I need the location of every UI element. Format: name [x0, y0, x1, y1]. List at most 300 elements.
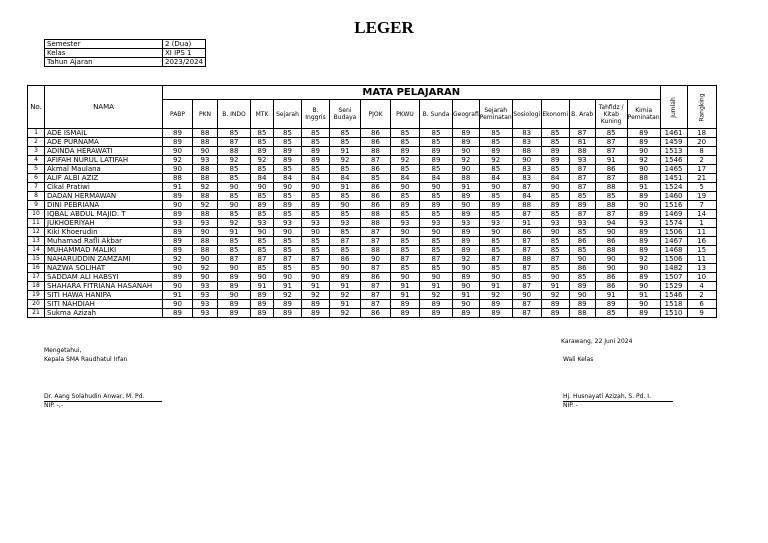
rank-cell: 4 [687, 282, 716, 291]
score-cell: 90 [251, 183, 274, 192]
score-cell: 87 [420, 255, 453, 264]
score-cell: 89 [420, 147, 453, 156]
total-cell: 1482 [660, 264, 687, 273]
score-cell: 89 [330, 273, 361, 282]
score-cell: 85 [274, 138, 302, 147]
score-cell: 87 [361, 228, 391, 237]
score-cell: 85 [420, 165, 453, 174]
subject-header: Sejarah [274, 100, 302, 129]
score-cell: 86 [361, 138, 391, 147]
score-cell: 93 [627, 219, 660, 228]
score-cell: 85 [595, 309, 627, 318]
score-cell: 90 [453, 201, 480, 210]
score-cell: 91 [218, 228, 251, 237]
total-cell: 1513 [660, 147, 687, 156]
score-cell: 90 [302, 228, 330, 237]
subject-header: Kimia Peminatan [627, 100, 660, 129]
student-name: Kiki Khoerudin [45, 228, 163, 237]
score-cell: 90 [453, 264, 480, 273]
total-cell: 1510 [660, 309, 687, 318]
row-number: 10 [28, 210, 45, 219]
score-cell: 87 [569, 174, 595, 183]
score-cell: 85 [541, 129, 569, 138]
score-cell: 85 [420, 138, 453, 147]
score-cell: 83 [512, 165, 541, 174]
score-cell: 93 [274, 219, 302, 228]
student-name: Akmal Maulana [45, 165, 163, 174]
total-cell: 1461 [660, 129, 687, 138]
subject-header: B. Arab [569, 100, 595, 129]
table-row [28, 192, 717, 201]
score-cell: 88 [512, 147, 541, 156]
table-row [28, 255, 717, 264]
score-cell: 90 [193, 147, 218, 156]
score-cell: 89 [251, 309, 274, 318]
subject-header: PJOK [361, 100, 391, 129]
score-cell: 89 [453, 192, 480, 201]
score-cell: 91 [251, 282, 274, 291]
score-cell: 90 [163, 147, 193, 156]
score-cell: 88 [361, 210, 391, 219]
subject-header: Tahfidz / Kitab Kuning [595, 100, 627, 129]
score-cell: 90 [251, 228, 274, 237]
score-cell: 89 [163, 246, 193, 255]
score-cell: 91 [512, 219, 541, 228]
score-cell: 86 [569, 237, 595, 246]
score-cell: 93 [302, 219, 330, 228]
score-cell: 89 [274, 309, 302, 318]
score-cell: 93 [163, 219, 193, 228]
score-cell: 85 [391, 246, 420, 255]
total-cell: 1467 [660, 237, 687, 246]
score-cell: 86 [595, 165, 627, 174]
row-number: 5 [28, 165, 45, 174]
score-cell: 89 [627, 210, 660, 219]
score-cell: 90 [453, 300, 480, 309]
student-name: SITI NAHDIAH [45, 300, 163, 309]
total-cell: 1469 [660, 210, 687, 219]
score-cell: 87 [569, 165, 595, 174]
row-number: 8 [28, 192, 45, 201]
total-cell: 1465 [660, 165, 687, 174]
score-cell: 92 [251, 156, 274, 165]
score-cell: 85 [391, 165, 420, 174]
score-cell: 91 [627, 291, 660, 300]
student-name: NAZWA SOLIHAT [45, 264, 163, 273]
score-cell: 90 [627, 201, 660, 210]
subject-header: B. INDO [218, 100, 251, 129]
score-cell: 92 [330, 156, 361, 165]
score-cell: 85 [479, 165, 512, 174]
score-cell: 86 [361, 129, 391, 138]
leger-table [27, 85, 717, 318]
rank-cell: 11 [687, 228, 716, 237]
score-cell: 89 [627, 309, 660, 318]
score-cell: 85 [251, 129, 274, 138]
score-cell: 87 [512, 210, 541, 219]
score-cell: 85 [302, 192, 330, 201]
score-cell: 90 [512, 156, 541, 165]
score-cell: 85 [420, 237, 453, 246]
rank-cell: 2 [687, 291, 716, 300]
score-cell: 83 [512, 138, 541, 147]
score-cell: 89 [163, 228, 193, 237]
score-cell: 85 [330, 210, 361, 219]
score-cell: 87 [595, 138, 627, 147]
score-cell: 85 [420, 246, 453, 255]
score-cell: 88 [453, 174, 480, 183]
score-cell: 89 [453, 210, 480, 219]
score-cell: 88 [218, 147, 251, 156]
score-cell: 90 [479, 183, 512, 192]
score-cell: 85 [302, 165, 330, 174]
table-row [28, 237, 717, 246]
score-cell: 89 [274, 156, 302, 165]
score-cell: 85 [302, 210, 330, 219]
info-row [45, 49, 206, 58]
score-cell: 85 [541, 237, 569, 246]
rank-cell: 2 [687, 156, 716, 165]
score-cell: 89 [453, 228, 480, 237]
score-cell: 85 [479, 138, 512, 147]
subject-header: Ekonomi [541, 100, 569, 129]
score-cell: 88 [193, 165, 218, 174]
score-cell: 85 [569, 246, 595, 255]
student-name: SHAHARA FITRIANA HASANAH [45, 282, 163, 291]
score-cell: 93 [330, 219, 361, 228]
score-cell: 85 [274, 192, 302, 201]
rank-cell: 9 [687, 309, 716, 318]
subject-header: Seni Budaya [330, 100, 361, 129]
score-cell: 89 [274, 147, 302, 156]
total-cell: 1506 [660, 255, 687, 264]
rank-cell: 8 [687, 147, 716, 156]
score-cell: 91 [453, 183, 480, 192]
score-cell: 85 [479, 210, 512, 219]
table-row [28, 219, 717, 228]
score-cell: 89 [391, 201, 420, 210]
row-number: 1 [28, 129, 45, 138]
info-label: Kelas [45, 49, 163, 58]
score-cell: 89 [541, 300, 569, 309]
score-cell: 86 [361, 183, 391, 192]
score-cell: 89 [541, 147, 569, 156]
score-cell: 89 [218, 300, 251, 309]
score-cell: 92 [302, 291, 330, 300]
score-cell: 92 [453, 255, 480, 264]
score-cell: 87 [512, 183, 541, 192]
score-cell: 85 [391, 237, 420, 246]
score-cell: 85 [330, 228, 361, 237]
table-row [28, 174, 717, 183]
rank-cell: 19 [687, 192, 716, 201]
row-number: 13 [28, 237, 45, 246]
total-cell: 1516 [660, 201, 687, 210]
score-cell: 90 [391, 183, 420, 192]
table-row [28, 273, 717, 282]
score-cell: 92 [330, 309, 361, 318]
score-cell: 83 [512, 174, 541, 183]
score-cell: 89 [569, 300, 595, 309]
homeroom-signature-line [563, 401, 673, 402]
score-cell: 92 [627, 156, 660, 165]
score-cell: 92 [218, 156, 251, 165]
score-cell: 92 [627, 255, 660, 264]
score-cell: 90 [391, 273, 420, 282]
score-cell: 89 [453, 273, 480, 282]
score-cell: 87 [512, 282, 541, 291]
score-cell: 92 [193, 264, 218, 273]
score-cell: 90 [274, 273, 302, 282]
score-cell: 85 [541, 138, 569, 147]
score-cell: 87 [512, 309, 541, 318]
score-cell: 84 [251, 174, 274, 183]
table-row [28, 246, 717, 255]
score-cell: 89 [218, 282, 251, 291]
score-cell: 88 [193, 138, 218, 147]
score-cell: 92 [479, 156, 512, 165]
score-cell: 93 [251, 219, 274, 228]
score-cell: 90 [479, 273, 512, 282]
score-cell: 91 [595, 291, 627, 300]
total-cell: 1507 [660, 273, 687, 282]
score-cell: 85 [330, 192, 361, 201]
rank-cell: 11 [687, 255, 716, 264]
score-cell: 90 [595, 255, 627, 264]
score-cell: 85 [251, 246, 274, 255]
score-cell: 90 [163, 201, 193, 210]
score-cell: 87 [361, 291, 391, 300]
score-cell: 84 [479, 174, 512, 183]
score-cell: 90 [218, 264, 251, 273]
score-cell: 87 [361, 282, 391, 291]
table-row [28, 201, 717, 210]
score-cell: 90 [330, 264, 361, 273]
score-cell: 89 [627, 237, 660, 246]
score-cell: 91 [453, 291, 480, 300]
score-cell: 87 [391, 255, 420, 264]
score-cell: 85 [391, 264, 420, 273]
score-cell: 87 [512, 246, 541, 255]
score-cell: 89 [569, 201, 595, 210]
student-name: SADDAM ALI HABSYI [45, 273, 163, 282]
score-cell: 91 [330, 300, 361, 309]
score-cell: 90 [163, 282, 193, 291]
score-cell: 89 [420, 309, 453, 318]
info-row [45, 58, 206, 67]
score-cell: 88 [163, 174, 193, 183]
score-cell: 86 [595, 273, 627, 282]
score-cell: 91 [391, 282, 420, 291]
score-cell: 89 [274, 201, 302, 210]
score-cell: 89 [627, 246, 660, 255]
score-cell: 90 [541, 228, 569, 237]
score-cell: 88 [193, 174, 218, 183]
score-cell: 85 [251, 192, 274, 201]
row-number: 18 [28, 282, 45, 291]
row-number: 20 [28, 300, 45, 309]
rank-cell: 7 [687, 201, 716, 210]
score-cell: 90 [218, 183, 251, 192]
table-row [28, 300, 717, 309]
student-name: ADE PURNAMA [45, 138, 163, 147]
place-date: Karawang, 22 Juni 2024 [561, 338, 633, 345]
score-cell: 89 [251, 300, 274, 309]
page-title: LEGER [354, 18, 414, 37]
score-cell: 90 [302, 183, 330, 192]
score-cell: 89 [274, 300, 302, 309]
score-cell: 92 [193, 183, 218, 192]
score-cell: 85 [479, 237, 512, 246]
score-cell: 90 [302, 273, 330, 282]
rank-cell: 14 [687, 210, 716, 219]
score-cell: 89 [479, 147, 512, 156]
student-name: Muhamad Rafli Akbar [45, 237, 163, 246]
score-cell: 90 [163, 300, 193, 309]
student-name: ALIF ALBI AZIZ [45, 174, 163, 183]
score-cell: 85 [420, 264, 453, 273]
score-cell: 91 [627, 183, 660, 192]
score-cell: 87 [302, 255, 330, 264]
score-cell: 86 [361, 192, 391, 201]
rank-cell: 16 [687, 237, 716, 246]
score-cell: 90 [627, 147, 660, 156]
score-cell: 93 [193, 300, 218, 309]
student-name: SITI HAWA HANIPA [45, 291, 163, 300]
score-cell: 84 [302, 174, 330, 183]
row-number: 14 [28, 246, 45, 255]
score-cell: 85 [391, 129, 420, 138]
score-cell: 89 [302, 300, 330, 309]
score-cell: 87 [569, 183, 595, 192]
info-label: Tahun Ajaran [45, 58, 163, 67]
score-cell: 90 [163, 165, 193, 174]
score-cell: 88 [361, 219, 391, 228]
principal-title: Kepala SMA Raudhatul Irfan [44, 356, 128, 363]
score-cell: 85 [330, 129, 361, 138]
score-cell: 89 [218, 309, 251, 318]
score-cell: 88 [361, 147, 391, 156]
rank-cell: 13 [687, 264, 716, 273]
score-cell: 89 [453, 309, 480, 318]
total-cell: 1460 [660, 192, 687, 201]
score-cell: 88 [193, 129, 218, 138]
subject-header: Sosiologi [512, 100, 541, 129]
score-cell: 88 [193, 210, 218, 219]
row-number: 9 [28, 201, 45, 210]
score-cell: 89 [541, 201, 569, 210]
header-jumlah: Jumlah [660, 86, 687, 129]
score-cell: 86 [595, 237, 627, 246]
student-name: ADINDA HERAWATI [45, 147, 163, 156]
info-value: 2023/2024 [163, 58, 206, 67]
subject-header: B. Sunda [420, 100, 453, 129]
score-cell: 90 [627, 282, 660, 291]
table-row [28, 156, 717, 165]
score-cell: 85 [302, 264, 330, 273]
score-cell: 84 [420, 174, 453, 183]
score-cell: 87 [595, 147, 627, 156]
score-cell: 85 [569, 273, 595, 282]
score-cell: 90 [274, 183, 302, 192]
score-cell: 89 [420, 300, 453, 309]
score-cell: 85 [420, 210, 453, 219]
score-cell: 85 [302, 237, 330, 246]
score-cell: 85 [251, 264, 274, 273]
score-cell: 94 [595, 219, 627, 228]
score-cell: 85 [218, 237, 251, 246]
student-name: NAHARUDDIN ZAMZAMI [45, 255, 163, 264]
score-cell: 89 [569, 282, 595, 291]
score-cell: 88 [569, 147, 595, 156]
score-cell: 84 [541, 174, 569, 183]
score-cell: 89 [391, 147, 420, 156]
score-cell: 85 [569, 228, 595, 237]
score-cell: 85 [218, 246, 251, 255]
score-cell: 85 [274, 210, 302, 219]
score-cell: 91 [330, 147, 361, 156]
score-cell: 88 [569, 309, 595, 318]
row-number: 3 [28, 147, 45, 156]
score-cell: 85 [302, 129, 330, 138]
row-number: 11 [28, 219, 45, 228]
table-row [28, 147, 717, 156]
info-row [45, 40, 206, 49]
subject-header: B. Inggris [302, 100, 330, 129]
score-cell: 89 [453, 138, 480, 147]
score-cell: 86 [569, 264, 595, 273]
rank-cell: 6 [687, 300, 716, 309]
score-cell: 89 [627, 273, 660, 282]
score-cell: 85 [541, 165, 569, 174]
score-cell: 85 [218, 174, 251, 183]
score-cell: 85 [302, 138, 330, 147]
score-cell: 85 [330, 138, 361, 147]
score-cell: 90 [193, 228, 218, 237]
score-cell: 93 [541, 219, 569, 228]
score-cell: 89 [453, 246, 480, 255]
info-label: Semester [45, 40, 163, 49]
score-cell: 88 [512, 201, 541, 210]
score-cell: 85 [479, 129, 512, 138]
subject-header: PKN [193, 100, 218, 129]
score-cell: 89 [302, 156, 330, 165]
score-cell: 88 [627, 174, 660, 183]
score-cell: 90 [218, 291, 251, 300]
score-cell: 85 [218, 210, 251, 219]
score-cell: 89 [541, 156, 569, 165]
table-row [28, 309, 717, 318]
score-cell: 85 [479, 192, 512, 201]
score-cell: 85 [251, 138, 274, 147]
score-cell: 87 [479, 255, 512, 264]
score-cell: 89 [453, 237, 480, 246]
score-cell: 92 [453, 156, 480, 165]
score-cell: 88 [193, 237, 218, 246]
score-cell: 85 [541, 192, 569, 201]
score-cell: 87 [595, 174, 627, 183]
score-cell: 93 [193, 219, 218, 228]
rank-cell: 20 [687, 138, 716, 147]
score-cell: 90 [627, 165, 660, 174]
score-cell: 90 [218, 201, 251, 210]
rank-cell: 17 [687, 165, 716, 174]
principal-name: Dr. Aang Solahudin Anwar, M. Pd. [44, 393, 145, 400]
homeroom-name: Hj. Husnayati Azizah, S. Pd. I. [563, 393, 651, 400]
score-cell: 85 [595, 192, 627, 201]
rank-cell: 15 [687, 246, 716, 255]
score-cell: 87 [218, 255, 251, 264]
